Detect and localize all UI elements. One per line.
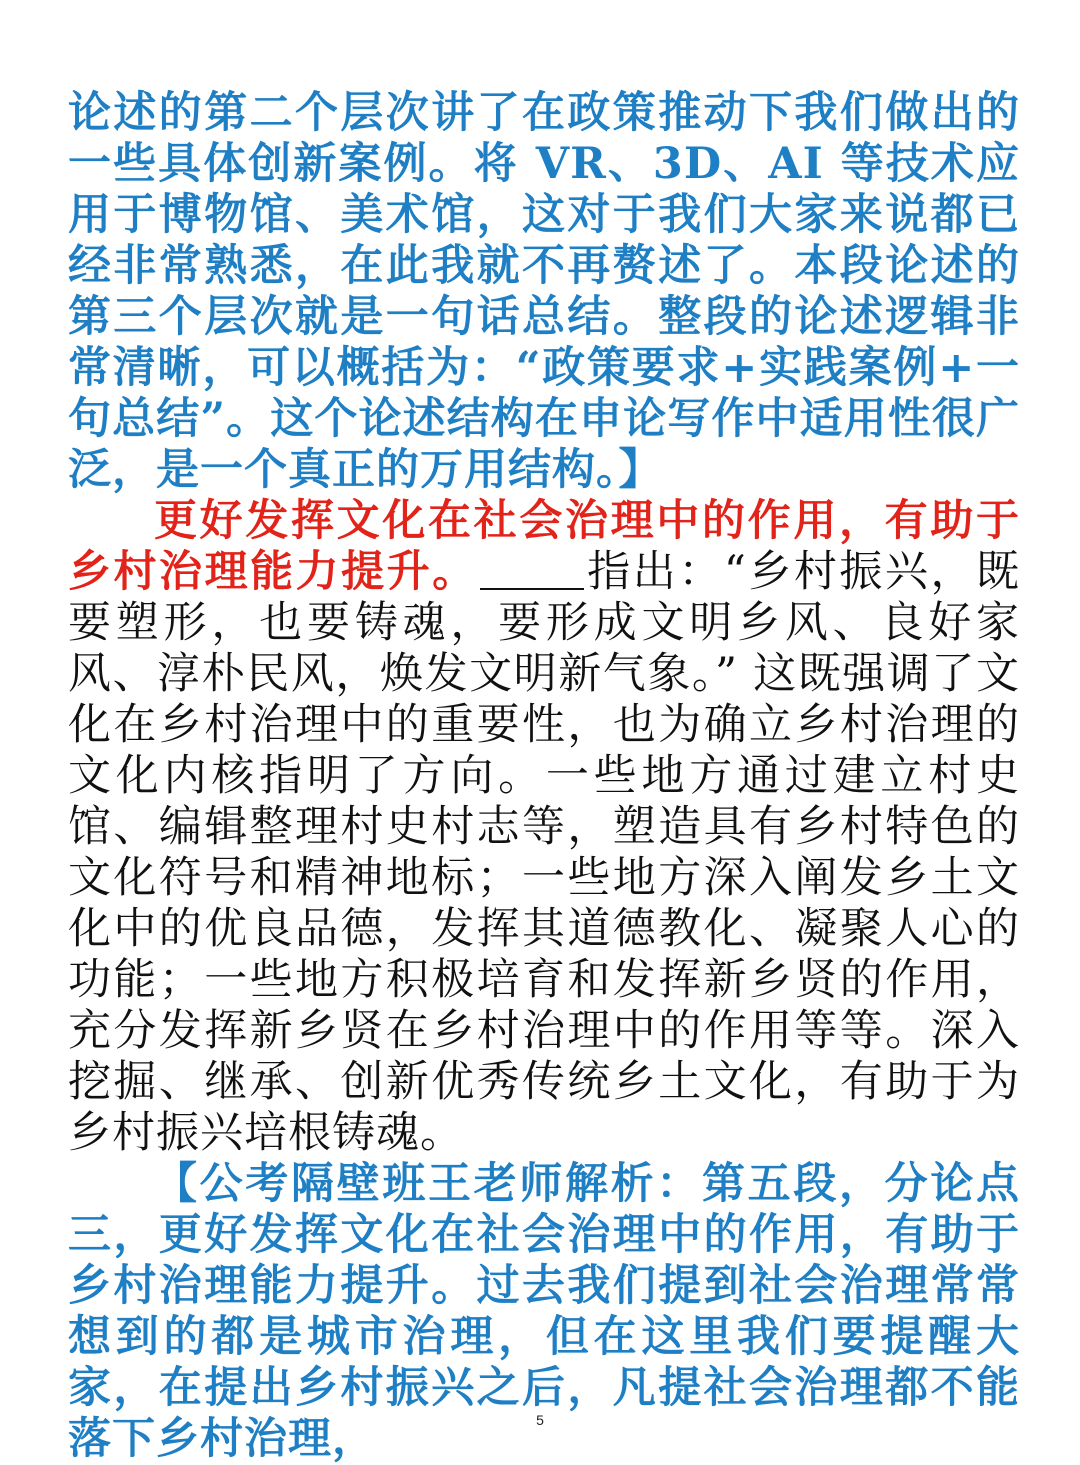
analysis-paragraph: 【公考隔壁班王老师解析：第五段，分论点三，更好发挥文化在社会治理中的作用，有助于乡村治理能力提升。过去我们提到社会治理常常想到的都是城市治理，但在这里我们要提醒大家，在提出乡村振兴之后，凡提社会治理都不能落下乡村治理，: [68, 1159, 1020, 1464]
body-paragraph: [68, 496, 1020, 1159]
blank-underline: [480, 548, 584, 590]
body-text: 指出：“乡村振兴，既要塑形，也要铸魂，要形成文明乡风、良好家风、淳朴民风，焕发文明新气象。” 这既强调了文化在乡村治理中的重要性，也为确立乡村治理的文化内核指明了方向。一些地方通过建立村史馆、编辑整理村史村志等，塑造具有乡村特色的文化符号和精神地标；一些地方深入阐发乡土文化中的优良品德，发挥其道德教化、凝聚人心的功能；一些地方积极培育和发挥新乡贤的作用，充分发挥新乡贤在乡村治理中的作用等等。深入挖掘、继承、创新优秀传统乡土文化，有助于为乡村振兴培根铸魂。: [68, 547, 1021, 1158]
analysis-paragraph-continued: 论述的第二个层次讲了在政策推动下我们做出的一些具体创新案例。将 VR、3D、AI 等技术应用于博物馆、美术馆，这对于我们大家来说都已经非常熟悉，在此我就不再赘述了。本段论述的第三个层次就是一句话总结。整段的论述逻辑非常清晰，可以概括为：“政策要求+实践案例+一句总结”。这个论述结构在申论写作中适用性很广泛，是一个真正的万用结构。】: [68, 88, 1020, 495]
section-heading: 更好发挥文化在社会治理中的作用，有助于乡村治理能力提升。: [68, 496, 1020, 597]
page-number: 5: [536, 1412, 544, 1428]
